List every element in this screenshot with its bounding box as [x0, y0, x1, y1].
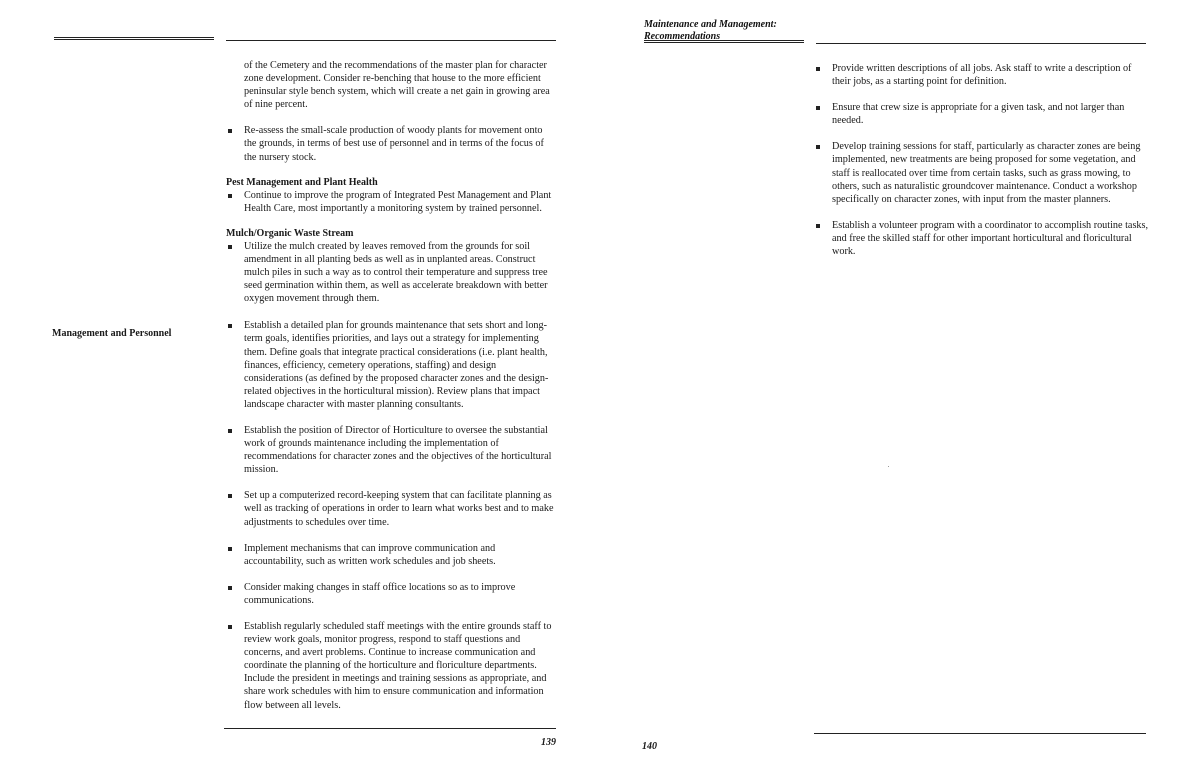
page-number-right: 140 [642, 741, 657, 752]
header-double-rule-right [644, 40, 804, 43]
page-number-left: 139 [541, 737, 556, 748]
bullet-management-3: Set up a computerized record-keeping system that can facilitate planning as well as tracking of operations in order to learn what works best and to make adjustments to schedules over time. [226, 489, 556, 528]
management-personnel-side-heading: Management and Personnel [52, 328, 172, 339]
bullet-mulch: Utilize the mulch created by leaves removed from the grounds for soil amendment in all planting beds as well as in unplanted areas. Construct mulch piles in such a way as to control their temperature and suppress tree seed germination within them, as well as accelerate breakdown with better oxygen movement through them. [226, 240, 556, 305]
bullet-reassess: Re-assess the small-scale production of woody plants for movement onto the grounds, in terms of best use of personnel and in terms of the focus of the nursery stock. [226, 124, 556, 163]
bullet-management-1: Establish a detailed plan for grounds maintenance that sets short and long-term goals, identifies priorities, and lays out a strategy for implementing them. Define goals that integrate practical considerations (i.e. plant health, finances, efficiency, cemetery operations, staffing) and design considerations (as defined by the proposed character zones and the design-related objectives in the horticultural mission). Review plans that impact landscape character with master planning consultants. [226, 319, 556, 411]
bullet-volunteer-program: Establish a volunteer program with a coordinator to accomplish routine tasks, and free the skilled staff for other important horticultural and floricultural work. [814, 219, 1150, 258]
right-page [600, 0, 1200, 776]
scan-speck [888, 466, 889, 467]
bullet-training-sessions: Develop training sessions for staff, particularly as character zones are being implemented, new treatments are being proposed for some vegetation, and staff is reallocated over time from certain tasks, such as grass mowing, to others, such as naturalistic groundcover maintenance. Conduct a workshop specifically on character zones, with input from the master planners. [814, 140, 1150, 205]
header-rule [226, 40, 556, 41]
bullet-management-6: Establish regularly scheduled staff meetings with the entire grounds staff to review work goals, monitor progress, respond to staff questions and concerns, and avert problems. Continue to increase communication and coordinate the planning of the horticulture and floriculture departments. Include the president in meetings and training sessions as appropriate, and share work schedules with him to ensure communication and information flow between all levels. [226, 620, 556, 712]
running-head-title: Maintenance and Management: [644, 19, 777, 30]
bullet-pest: Continue to improve the program of Integrated Pest Management and Plant Health Care, most importantly a monitoring system by trained personnel. [226, 189, 556, 215]
footer-rule [224, 728, 556, 729]
right-main-column [814, 62, 1150, 258]
bullet-management-5: Consider making changes in staff office locations so as to improve communications. [226, 581, 556, 607]
mulch-heading: Mulch/Organic Waste Stream [226, 227, 354, 239]
bullet-crew-size: Ensure that crew size is appropriate for a given task, and not larger than needed. [814, 101, 1150, 127]
header-double-rule [54, 37, 214, 40]
header-rule-right [816, 43, 1146, 44]
left-main-column [226, 59, 556, 712]
continuation-paragraph: of the Cemetery and the recommendations of the master plan for character zone development. Consider re-benching that house to the more efficient peninsular style bench system, which will create a net gain in growing area of nine percent. [244, 60, 550, 111]
footer-rule-right [814, 733, 1146, 734]
bullet-job-descriptions: Provide written descriptions of all jobs. Ask staff to write a description of their jobs, as a starting point for definition. [814, 62, 1150, 88]
running-head-subtitle: Recommendations [644, 31, 721, 42]
bullet-management-2: Establish the position of Director of Horticulture to oversee the substantial work of grounds maintenance including the implementation of recommendations for character zones and the objectives of the horticultural mission. [226, 424, 556, 476]
bullet-management-4: Implement mechanisms that can improve communication and accountability, such as written work schedules and job sheets. [226, 542, 556, 568]
pest-management-heading: Pest Management and Plant Health [226, 176, 378, 188]
